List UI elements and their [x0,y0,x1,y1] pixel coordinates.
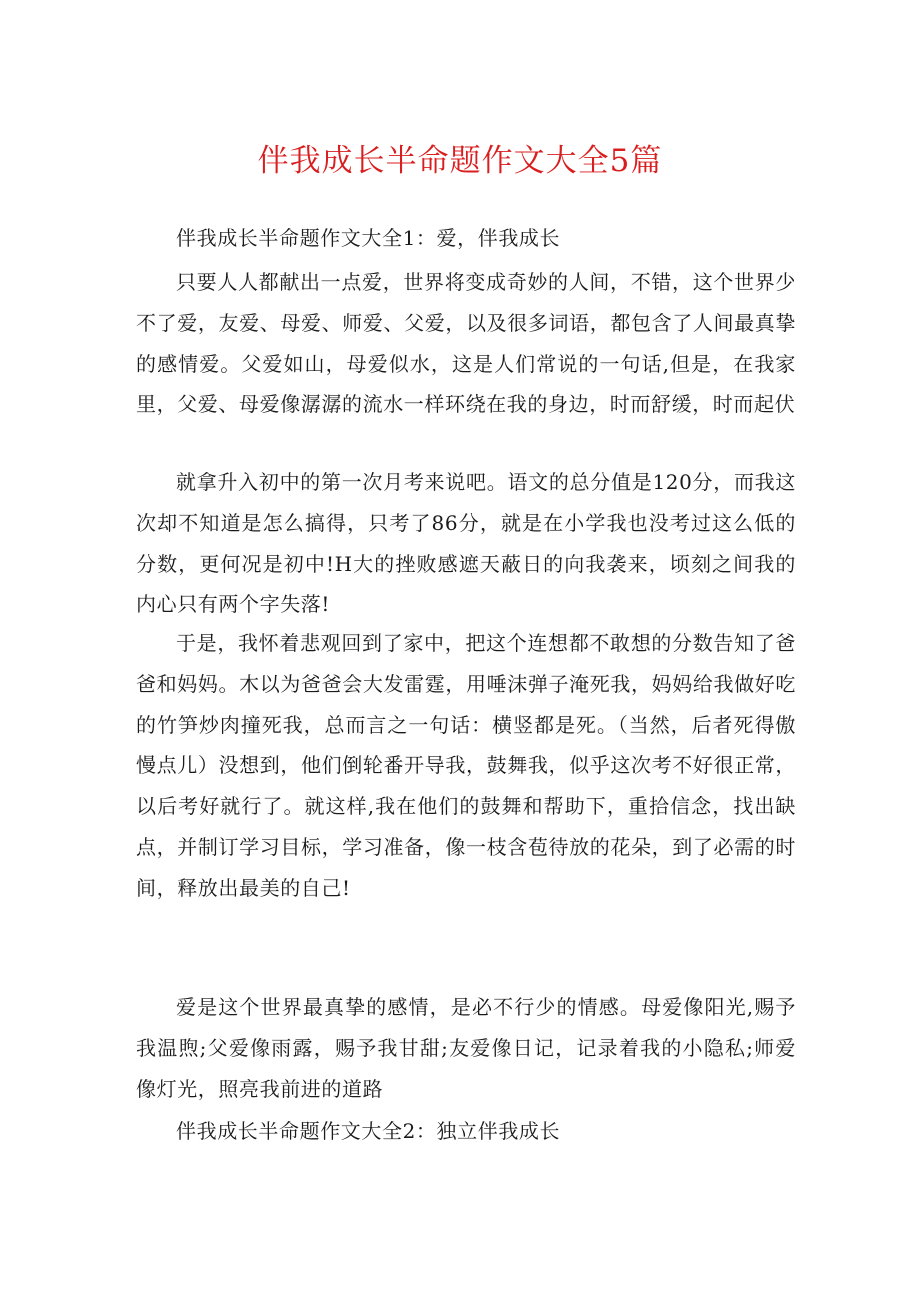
document-title: 伴我成长半命题作文大全5篇 [257,143,663,179]
section-heading-1: 伴我成长半命题作文大全1：爱，伴我成长 [176,226,561,250]
section-heading-2: 伴我成长半命题作文大全2：独立伴我成长 [176,1119,561,1143]
paragraph-1: 只要人人都献出一点爱，世界将变成奇妙的人间，不错，这个世界少不了爱，友爱、母爱、师爱、父爱，以及很多词语，都包含了人间最真挚的感情爱。父爱如山，母爱似水，这是人们常说的一句话,但是，在我家里，父爱、母爱像潺潺的流水一样环绕在我的身边，时而舒缓，时而起伏 [136,270,796,417]
paragraph-3: 于是，我怀着悲观回到了家中，把这个连想都不敢想的分数告知了爸爸和妈妈。木以为爸爸会大发雷霆，用唾沫弹子淹死我，妈妈给我做好吃的竹笋炒肉撞死我，总而言之一句话：横竖都是死。（当然，后者死得傲慢点儿）没想到，他们倒轮番开导我，鼓舞我，似乎这次考不好很正常，以后考好就行了。就这样,我在他们的鼓舞和帮助下，重拾信念，找出缺点，并制订学习目标，学习准备，像一枝含苞待放的花朵，到了必需的时间，释放出最美的自己! [136,631,796,900]
paragraph-2: 就拿升入初中的第一次月考来说吧。语文的总分值是120分，而我这次却不知道是怎么搞得，只考了86分，就是在小学我也没考过这么低的分数，更何况是初中!H大的挫败感遮天蔽日的向我袭来，顷刻之间我的内心只有两个字失落! [136,470,796,617]
paragraph-4: 爱是这个世界最真挚的感情，是必不行少的情感。母爱像阳光,赐予我温煦;父爱像雨露，赐予我甘甜;友爱像日记，记录着我的小隐私;师爱像灯光，照亮我前进的道路 [136,995,796,1101]
